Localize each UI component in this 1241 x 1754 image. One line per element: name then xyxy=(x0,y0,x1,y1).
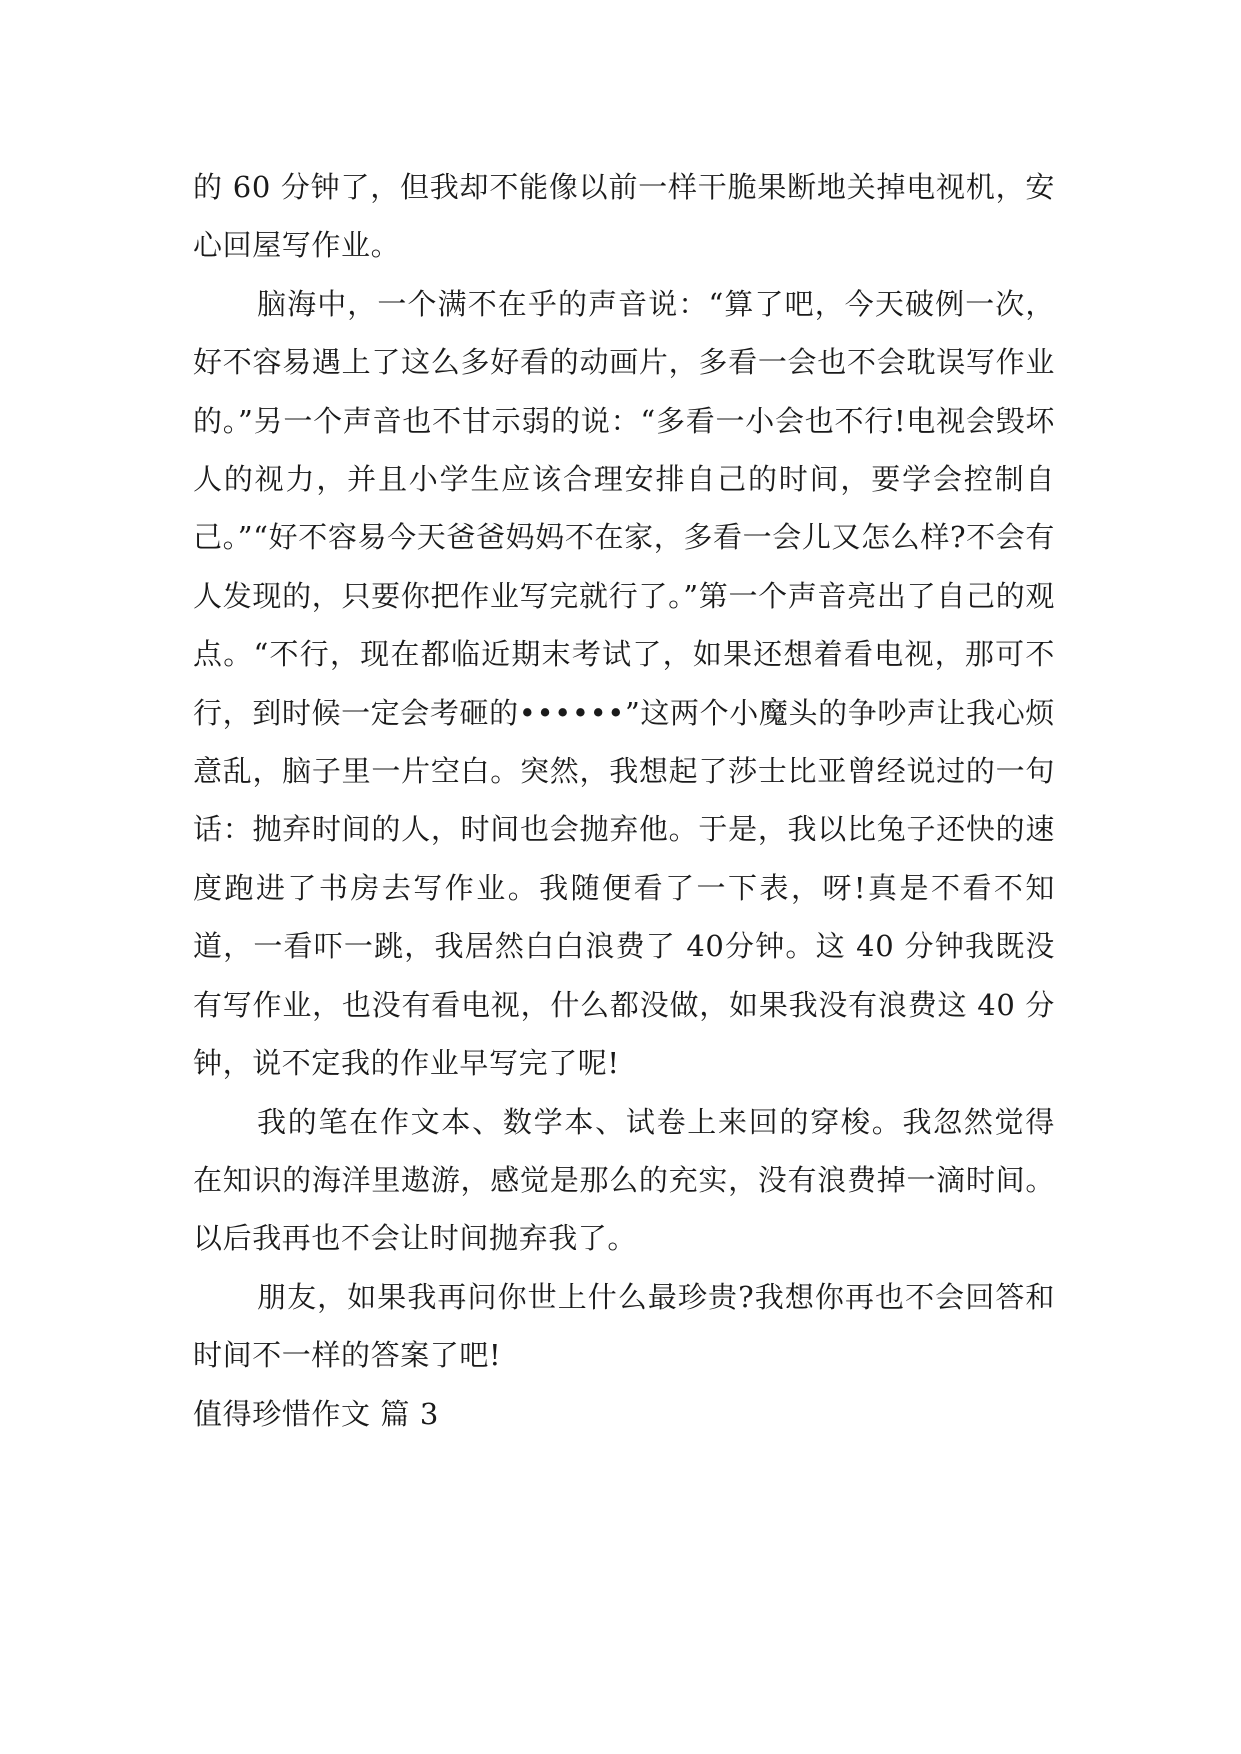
paragraph-2 xyxy=(193,275,1055,1093)
line: 心烦意乱，脑子里一片空白。突然，我想起了莎士比亚曾经 xyxy=(193,695,1055,789)
line: 的 60 分钟了，但我却不能像以前一样干脆果断地关掉电视 xyxy=(193,170,966,204)
paragraph-3 xyxy=(193,1093,1055,1268)
line: 一滴时间。以后我再也不会让时间抛弃我了。 xyxy=(193,1162,1055,1256)
line: 了呢! xyxy=(548,1046,620,1081)
line: 候一定会考砸的••••••”这两个小魔头的争吵声让我 xyxy=(311,695,996,730)
line: 会也不行!电视会毁坏人的视力，并且小学生应该合理安排 xyxy=(193,403,1055,497)
line: 朋友，如果我再问你世上什么最珍贵?我想你再也不会 xyxy=(257,1279,966,1314)
line: 在都临近期末考试了，如果还想着看电视，那可不行，到时 xyxy=(193,637,1055,730)
line: 脑海中，一个满不在乎的声音说：“算了吧，今天破例 xyxy=(257,286,966,321)
line: 业写完就行了。”第一个声音亮出了自己的观点。“不行，现 xyxy=(193,578,1055,672)
line: 以比兔子还快的速度跑进了书房去写作业。我随便看了一下 xyxy=(193,812,1055,905)
line: 没做，如果我没有浪费这 40 分钟，说不定我的作业早写完 xyxy=(193,987,1055,1081)
line: 一次，好不容易遇上了这么多好看的动画片，多看一会也不 xyxy=(193,286,1055,380)
line: 会耽误写作业的。”另一个声音也不甘示弱的说：“多看一小 xyxy=(193,345,1055,438)
line: 说过的一句话：抛弃时间的人，时间也会抛弃他。于是，我 xyxy=(193,754,1055,847)
line: 分钟。这 40 分钟我既没有写作业，也没有看电视，什么都 xyxy=(193,929,1055,1022)
line: 在家，多看一会儿又怎么样?不会有人发现的，只要你把作 xyxy=(193,520,1055,613)
line: 表，呀!真是不看不知道，一看吓一跳，我居然白白浪费了 40 xyxy=(193,870,1055,964)
paragraph-1 xyxy=(193,158,1055,275)
line: 自己的时间，要学会控制自己。”“好不容易今天爸爸妈妈不 xyxy=(193,462,1056,555)
section-heading: 值得珍惜作文 篇 3 xyxy=(193,1396,439,1431)
line: 觉得在知识的海洋里遨游，感觉是那么的充实，没有浪费掉 xyxy=(193,1104,1055,1197)
text-column xyxy=(193,158,1055,1443)
line: 我的笔在作文本、数学本、试卷上来回的穿梭。我忽然 xyxy=(257,1104,995,1139)
line: 回答和时间不一样的答案了吧! xyxy=(193,1279,1055,1373)
line: 机，安心回屋写作业。 xyxy=(193,170,1055,263)
paragraph-4 xyxy=(193,1268,1055,1385)
